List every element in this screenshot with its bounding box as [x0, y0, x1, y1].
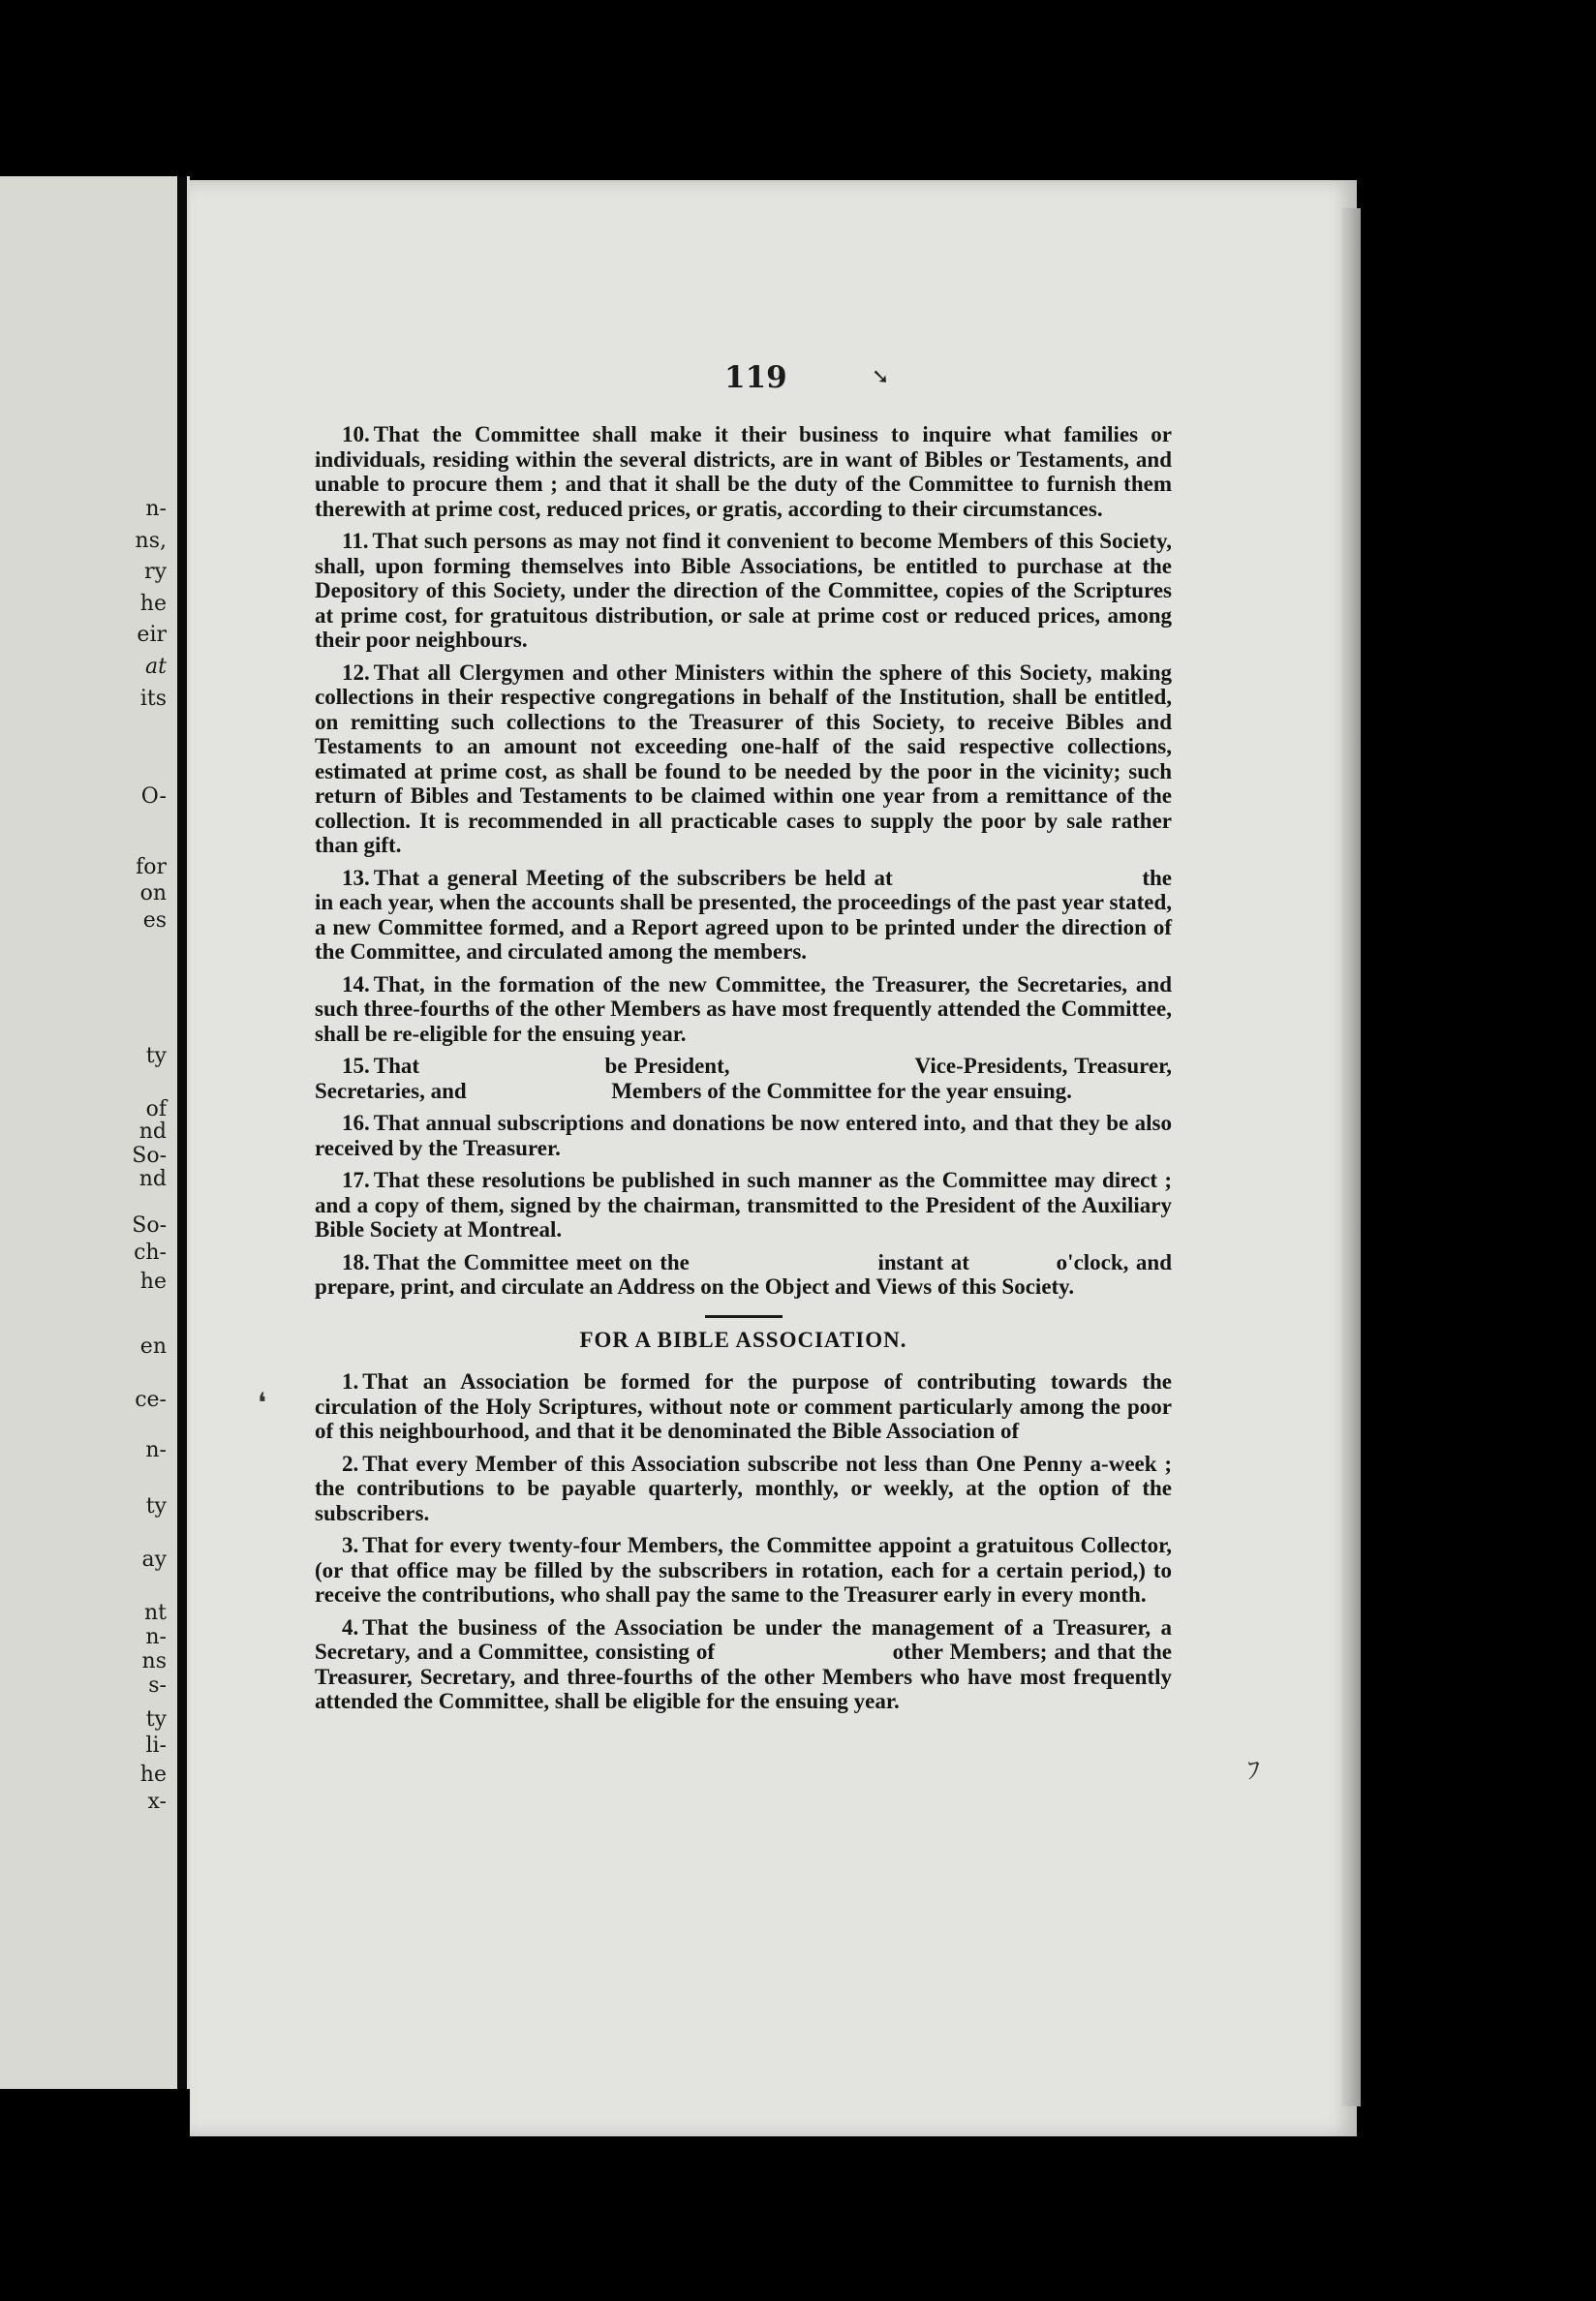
resolution-text: That for every twenty-four Members, the Committee appoint a gratuitous Collector, (or that office may be filled by the subscribers in rotation, each for a certain period,) to receive the contributions, who shall pay the same to the Treasurer early in every month. [315, 1533, 1178, 1607]
resolution-text: That annual subscriptions and donations be now entered into, and that they be also received by the Treasurer. [315, 1111, 1178, 1160]
resolution-paragraph [315, 971, 1178, 1047]
facing-page-fragment: nd [138, 1167, 167, 1191]
resolution-text: That, in the formation of the new Committee, the Treasurer, the Secretaries, and such three-fourths of the other Members as have most frequently attended the Committee, shall be re-eligible for the ensuing year. [315, 971, 1178, 1046]
resolution-number: 2. [342, 1451, 359, 1476]
resolution-number: 16. [342, 1111, 370, 1135]
stray-mark: ﾌ [1247, 1757, 1261, 1786]
facing-page-fragment: he [139, 1763, 167, 1787]
resolution-paragraph [315, 660, 1178, 858]
resolution-paragraph [315, 1614, 1178, 1714]
resolutions-list [315, 422, 1339, 1300]
facing-page-fragment: ty [145, 1707, 167, 1732]
resolution-number: 3. [342, 1533, 359, 1557]
facing-page-fragment: he [139, 1270, 167, 1294]
facing-page-fragment: of [145, 1097, 167, 1121]
resolution-number: 18. [342, 1249, 370, 1274]
page-number: 119 [724, 360, 787, 395]
resolution-number: 15. [342, 1054, 370, 1078]
resolution-text: That every Member of this Association subscribe not less than One Penny a-week ; the contributions to be payable quarterly, monthly, or weekly, at the option of the subscribers. [315, 1451, 1178, 1525]
resolution-text: That be President, Vice-Presidents, Treasurer, Secretaries, and Members of the Committee for the year ensuing. [315, 1054, 1317, 1103]
page-gutter [177, 176, 187, 2089]
resolution-text: That such persons as may not find it convenient to become Members of this Society, shall, upon forming themselves into Bible Associations, be entitled to purchase at the Depository of this Society, under the direction of the Committee, copies of the Scriptures at prime cost, for gratuitous distribution, or sale at prime cost or reduced prices, among their poor neighbours. [315, 529, 1178, 652]
facing-page-fragment: he [139, 592, 167, 616]
facing-page-fragment: So- [132, 1213, 167, 1238]
facing-page-fragment: n- [145, 497, 167, 521]
facing-page-fragment: its [139, 687, 167, 711]
resolution-paragraph [315, 1111, 1178, 1160]
page-body [315, 422, 1339, 1722]
facing-page-fragment: n- [145, 1438, 167, 1462]
resolution-text: That all Clergymen and other Ministers within the sphere of this Society, making collections in their respective congregations in behalf of the Institution, shall be entitled, on remitting such collections to the Treasurer of this Society, to receive Bibles and Testaments to an amount not exceeding one-half of the said respective collections, estimated at prime cost, as shall be found to be needed by the poor in the vicinity; such return of Bibles and Testaments to be claimed within one year from a remittance of the collection. It is recommended in all practicable cases to supply the poor by sale rather than gift. [315, 660, 1178, 857]
resolution-paragraph [315, 422, 1178, 521]
resolution-paragraph [315, 1451, 1178, 1526]
facing-page-fragment: es [142, 908, 167, 933]
resolution-paragraph [315, 1249, 1178, 1300]
facing-page-fragment: ry [144, 560, 167, 584]
resolution-text: That the business of the Association be under the management of a Treasurer, a Secretary, and a Committee, consisting of other Members; and that the Treasurer, Secretary, and three-fourths of the other Members who have most frequently attended the Committee, shall be eligible for the ensuing year. [315, 1614, 1178, 1713]
facing-page-fragment: x- [147, 1790, 167, 1814]
facing-page-fragment: ay [141, 1548, 167, 1572]
resolution-text: That these resolutions be published in such manner as the Committee may direct ; and a copy of them, signed by the chairman, transmitted to the President of the Auxiliary Bible Society at Montreal. [315, 1168, 1178, 1242]
facing-page-fragment: ns [141, 1649, 167, 1673]
resolution-paragraph [315, 1533, 1178, 1608]
section-divider [705, 1315, 783, 1318]
association-rules-list [315, 1369, 1178, 1714]
resolution-number: 14. [342, 971, 370, 997]
facing-page-fragment: on [139, 881, 167, 905]
facing-page-fragment: s- [148, 1673, 167, 1698]
resolution-number: 1. [342, 1369, 359, 1394]
facing-page-fragment: nt [143, 1601, 167, 1625]
resolution-paragraph [315, 1369, 1178, 1444]
resolution-paragraph [315, 1054, 1317, 1103]
facing-page-fragment: en [139, 1335, 167, 1359]
facing-page-fragment: for [136, 855, 167, 879]
facing-page-fragment: ty [145, 1044, 167, 1068]
facing-page-fragment: ce- [135, 1388, 167, 1412]
page-edge [1341, 208, 1361, 2106]
facing-page-fragment: li- [145, 1733, 167, 1758]
facing-page-fragment: eir [137, 623, 167, 647]
facing-page-fragment: ch- [134, 1241, 167, 1265]
resolution-paragraph [315, 865, 1339, 965]
resolution-paragraph [315, 529, 1178, 653]
facing-page-fragment: n- [145, 1625, 167, 1649]
facing-page-fragment: O- [140, 784, 167, 809]
resolution-text: That an Association be formed for the purpose of contributing towards the circulation of the Holy Scriptures, without note or comment particularly among the poor of this neighbourhood, and that it be denominated the Bible Association of [315, 1369, 1178, 1443]
facing-page [0, 176, 190, 2089]
facing-page-fragment: ns, [135, 529, 167, 553]
resolution-number: 10. [342, 422, 370, 446]
facing-page-fragment: at [145, 655, 167, 679]
resolution-text: That a general Meeting of the subscribers be held at the in each year, when the accounts shall be presented, the proceedings of the past year stated, a new Committee formed, and a Report agreed upon to be printed under the direction of the Committee, and circulated among the members. [315, 865, 1339, 964]
resolution-number: 17. [342, 1168, 370, 1192]
resolution-number: 13. [342, 865, 370, 890]
stray-mark: ❛ [258, 1387, 267, 1419]
section-title: FOR A BIBLE ASSOCIATION. [579, 1327, 907, 1352]
facing-page-fragment: ty [145, 1494, 167, 1519]
facing-page-fragment: So- [132, 1144, 167, 1168]
resolution-number: 4. [342, 1614, 359, 1640]
margin-mark: ➘ [872, 365, 890, 389]
resolution-paragraph [315, 1168, 1178, 1243]
resolution-text: That the Committee shall make it their business to inquire what families or individuals, residing within the several districts, are in want of Bibles or Testaments, and unable to procure them ; and that it shall be the duty of the Committee to furnish them therewith at prime cost, reduced prices, or gratis, according to their circumstances. [315, 422, 1178, 521]
resolution-number: 12. [342, 660, 370, 685]
resolution-number: 11. [342, 529, 369, 553]
facing-page-fragment: nd [138, 1120, 167, 1144]
resolution-text: That the Committee meet on the instant at o'clock, and prepare, print, and circulate an Address on the Object and Views of this Society. [315, 1249, 1178, 1299]
